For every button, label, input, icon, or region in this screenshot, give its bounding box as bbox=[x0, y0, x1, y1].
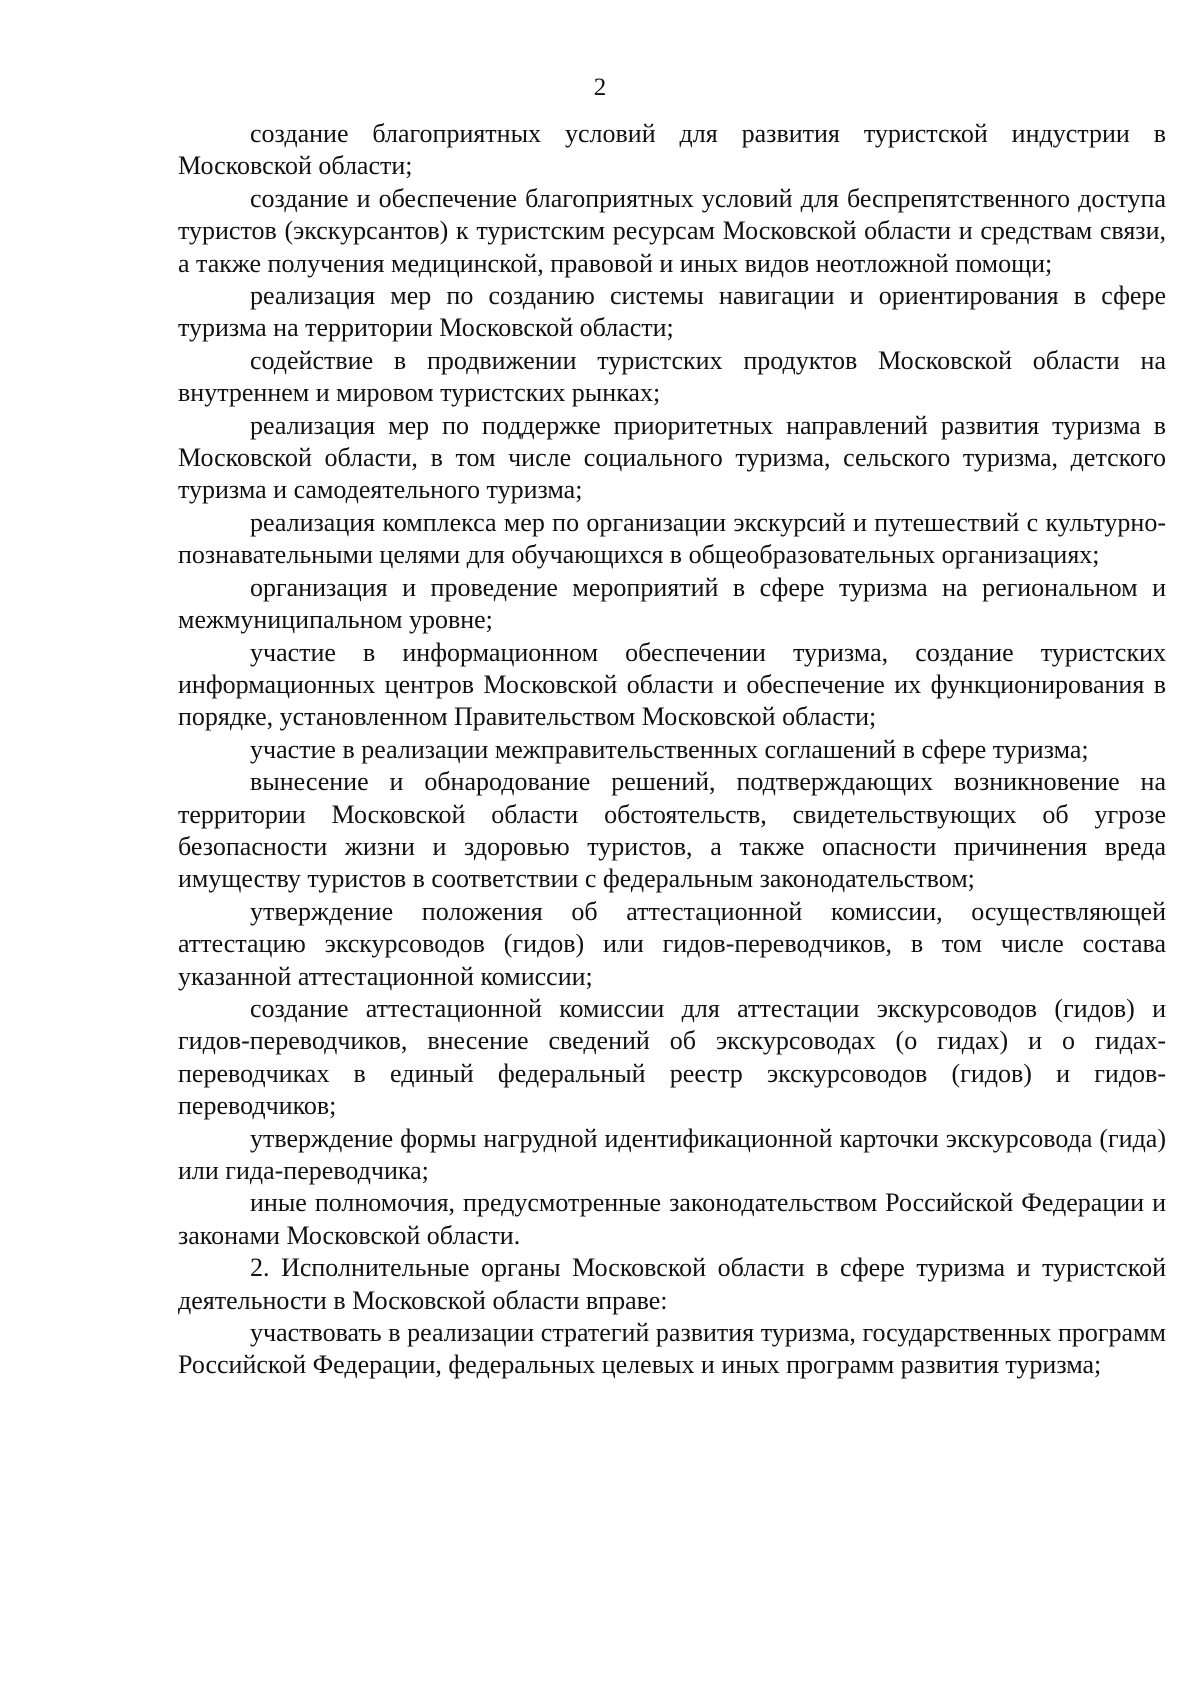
paragraph: реализация мер по созданию системы навигации и ориентирования в сфере туризма на территории Московской области; bbox=[178, 281, 1166, 343]
paragraph: содействие в продвижении туристских продуктов Московской области на внутреннем и мировом туристских рынках; bbox=[178, 345, 1166, 408]
paragraph: участие в реализации межправительственных соглашений в сфере туризма; bbox=[250, 734, 1089, 764]
paragraph: создание благоприятных условий для развития туристской индустрии в Московской области; bbox=[178, 119, 1166, 181]
paragraph: утверждение формы нагрудной идентификационной карточки экскурсовода (гида) или гида-переводчика; bbox=[178, 1123, 1166, 1185]
paragraph: 2. Исполнительные органы Московской области в сфере туризма и туристской деятельности в Московской области вправе: bbox=[178, 1253, 1166, 1315]
document-body bbox=[178, 118, 1166, 1382]
paragraph: участвовать в реализации стратегий развития туризма, государственных программ Российской Федерации, федеральных целевых и иных программ развития туризма; bbox=[178, 1318, 1166, 1380]
page-number: 2 bbox=[593, 74, 607, 101]
paragraph: создание и обеспечение благоприятных условий для беспрепятственного доступа туристов (экскурсантов) к туристским ресурсам Московской области и средствам связи, а также получения медицинской, правовой и иных видов неотложной помощи; bbox=[178, 183, 1166, 278]
paragraph: создание аттестационной комиссии для аттестации экскурсоводов (гидов) и гидов-переводчиков, внесение сведений об экскурсоводах (о гидах) и о гидах-переводчиках в единый федеральный реестр экскурсоводов (гидов) и гидов-переводчиков; bbox=[178, 993, 1166, 1121]
paragraph: утверждение положения об аттестационной комиссии, осуществляющей аттестацию экскурсоводов (гидов) или гидов-переводчиков, в том числе состава указанной аттестационной комиссии; bbox=[178, 896, 1166, 991]
paragraph: организация и проведение мероприятий в сфере туризма на региональном и межмуниципальном уровне; bbox=[178, 572, 1166, 635]
paragraph: реализация мер по поддержке приоритетных направлений развития туризма в Московской области, в том числе социального туризма, сельского туризма, детского туризма и самодеятельного туризма; bbox=[178, 410, 1166, 505]
paragraph: вынесение и обнародование решений, подтверждающих возникновение на территории Московской области обстоятельств, свидетельствующих об угрозе безопасности жизни и здоровью туристов, а также опасности причинения вреда имуществу туристов в соответствии с федеральным законодательством; bbox=[178, 767, 1166, 894]
paragraph: реализация комплекса мер по организации экскурсий и путешествий с культурно-познавательными целями для обучающихся в общеобразовательных организациях; bbox=[178, 507, 1166, 570]
paragraph: иные полномочия, предусмотренные законодательством Российской Федерации и законами Московской области. bbox=[178, 1188, 1166, 1250]
paragraph: участие в информационном обеспечении туризма, создание туристских информационных центров Московской области и обеспечение их функционирования в порядке, установленном Правительством Московской области; bbox=[178, 637, 1166, 732]
